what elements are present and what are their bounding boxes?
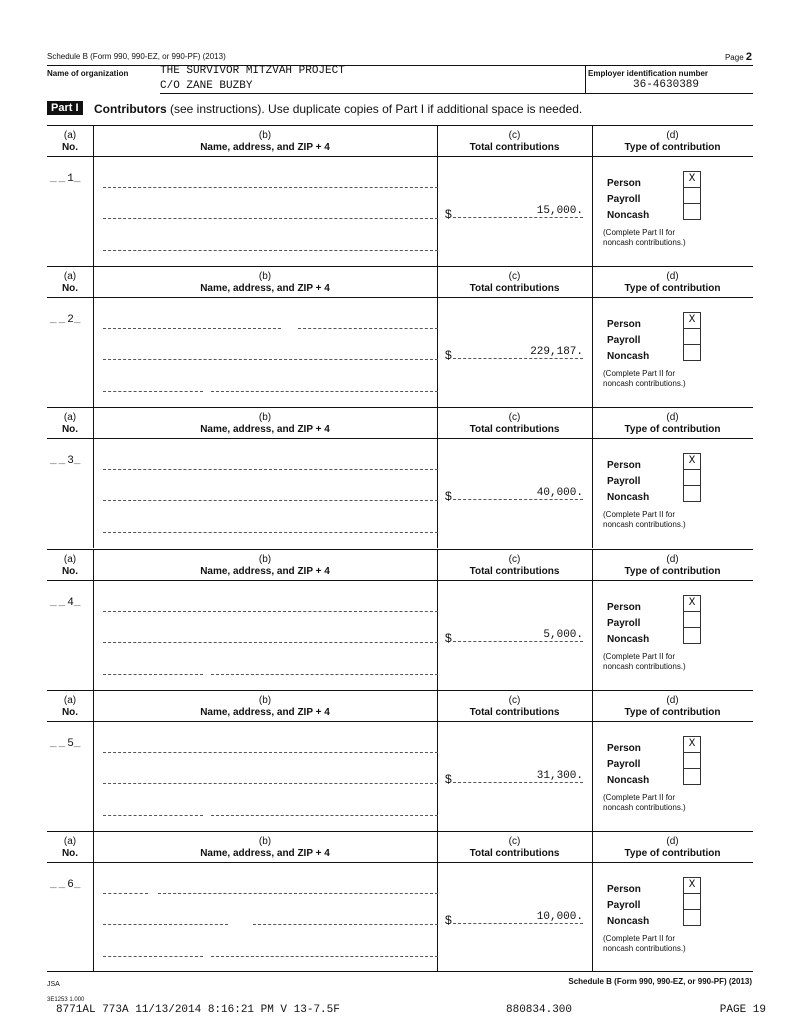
name-address-line [298,328,438,329]
person-checkbox[interactable]: X [683,312,701,329]
type-noncash-label: Noncash [607,210,650,221]
note-line2: noncash contributions.) [603,662,686,671]
name-address-line [103,642,438,643]
note-line1: (Complete Part II for [603,934,676,943]
col-d-title: Type of contribution [624,848,721,859]
dollar-sign: $ [445,913,452,927]
block-top-rule [47,407,753,408]
col-c-header [437,554,592,578]
header-bottom-rule [47,438,753,439]
col-a-header [47,130,93,154]
contributor-number: __3_ [50,455,81,467]
col-d-letter: (d) [666,271,679,282]
payroll-checkbox[interactable] [683,328,701,345]
contributor-block [47,690,753,831]
note-line1: (Complete Part II for [603,793,676,802]
col-c-letter: (c) [508,554,521,565]
col-d-letter: (d) [666,695,679,706]
type-person-label: Person [607,460,641,471]
dollar-sign: $ [445,772,452,786]
payroll-checkbox[interactable] [683,611,701,628]
block-top-rule [47,690,753,691]
col-c-letter: (c) [508,271,521,282]
name-address-line [283,611,438,612]
noncash-note [603,228,686,248]
name-address-line [253,924,438,925]
col-b-title: Name, address, and ZIP + 4 [200,424,330,435]
noncash-checkbox[interactable] [683,909,701,926]
type-payroll-label: Payroll [607,618,641,629]
header-bottom-rule [47,297,753,298]
type-noncash-label: Noncash [607,492,650,503]
col-b-letter: (b) [258,412,272,423]
col-b-letter: (b) [258,836,272,847]
header-bottom-rule [47,862,753,863]
col-c-title: Total contributions [469,566,560,577]
col-divider-extension [93,831,94,971]
note-line2: noncash contributions.) [603,379,686,388]
contributor-block [47,407,753,548]
type-noncash-label: Noncash [607,916,650,927]
type-person-label: Person [607,884,641,895]
col-c-header [437,695,592,719]
col-a-title: No. [61,283,79,294]
type-person-label: Person [607,178,641,189]
col-a-header [47,412,93,436]
org-name-line1: THE SURVIVOR MITZVAH PROJECT [160,65,345,77]
footer-rule [47,971,753,972]
type-noncash-label: Noncash [607,351,650,362]
footer-jsa: JSA [47,981,60,988]
name-address-line [103,500,438,501]
col-d-letter: (d) [666,412,679,423]
contribution-amount: 5,000. [453,629,583,642]
footer-schedule: Schedule B (Form 990, 990-EZ, or 990-PF) (2013) [568,977,752,986]
col-d-header [592,271,753,295]
person-checkbox[interactable]: X [683,595,701,612]
type-payroll-label: Payroll [607,476,641,487]
part-title: Contributors [94,102,167,116]
name-address-line [103,532,438,533]
contribution-amount: 31,300. [453,770,583,783]
col-d-letter: (d) [666,130,679,141]
noncash-checkbox[interactable] [683,203,701,220]
note-line1: (Complete Part II for [603,510,676,519]
payroll-checkbox[interactable] [683,752,701,769]
ein-label: Employer identification number [588,69,709,78]
note-line2: noncash contributions.) [603,238,686,247]
col-b-header [93,130,437,154]
col-c-header [437,130,592,154]
col-c-header [437,271,592,295]
col-d-title: Type of contribution [624,707,721,718]
col-a-letter: (a) [63,695,77,706]
col-d-header [592,695,753,719]
col-b-letter: (b) [258,271,272,282]
org-underline [160,93,753,94]
note-line2: noncash contributions.) [603,944,686,953]
col-a-letter: (a) [63,130,77,141]
name-address-line [211,674,438,675]
type-payroll-label: Payroll [607,194,641,205]
col-d-header [592,412,753,436]
part-instructions: (see instructions). Use duplicate copies of Part I if additional space is needed. [166,102,583,116]
part-description [94,102,582,116]
note-line2: noncash contributions.) [603,803,686,812]
name-address-line [103,328,281,329]
noncash-note [603,510,686,530]
col-a-title: No. [61,707,79,718]
name-address-line [211,956,438,957]
note-line1: (Complete Part II for [603,228,676,237]
name-address-line [103,783,438,784]
col-d-letter: (d) [666,836,679,847]
col-a-header [47,695,93,719]
noncash-checkbox[interactable] [683,485,701,502]
name-address-line [103,359,438,360]
contribution-amount: 229,187. [453,346,583,359]
col-d-header [592,554,753,578]
col-b-title: Name, address, and ZIP + 4 [200,566,330,577]
col-b-title: Name, address, and ZIP + 4 [200,848,330,859]
col-c-title: Total contributions [469,707,560,718]
type-payroll-label: Payroll [607,900,641,911]
name-address-line [211,815,438,816]
header-bottom-rule [47,156,753,157]
footer-page: PAGE 19 [719,1004,766,1016]
col-b-title: Name, address, and ZIP + 4 [200,283,330,294]
note-line2: noncash contributions.) [603,520,686,529]
col-a-header [47,836,93,860]
name-address-line [103,956,203,957]
col-d-letter: (d) [666,554,679,565]
note-line1: (Complete Part II for [603,369,676,378]
contributor-block [47,125,753,266]
header-bottom-rule [47,580,753,581]
name-address-line [103,218,438,219]
dollar-sign: $ [445,631,452,645]
col-a-title: No. [61,848,79,859]
type-payroll-label: Payroll [607,759,641,770]
type-person-label: Person [607,319,641,330]
name-address-line [103,391,203,392]
col-c-header [437,412,592,436]
footer-code: 3E1253 1.000 [47,997,85,1003]
col-c-title: Total contributions [469,848,560,859]
name-address-line [103,674,203,675]
page-number: 2 [745,51,752,63]
noncash-checkbox[interactable] [683,344,701,361]
col-b-header [93,554,437,578]
col-c-letter: (c) [508,412,521,423]
person-checkbox[interactable]: X [683,171,701,188]
col-b-header [93,836,437,860]
contributor-number: __6_ [50,879,81,891]
header-bottom-rule [47,721,753,722]
noncash-note [603,369,686,389]
col-b-header [93,271,437,295]
page-word: Page [724,53,744,62]
col-b-letter: (b) [258,130,272,141]
payroll-checkbox[interactable] [683,893,701,910]
col-a-letter: (a) [63,554,77,565]
type-person-label: Person [607,743,641,754]
name-address-line [103,893,148,894]
name-address-line [158,893,438,894]
col-a-header [47,271,93,295]
col-c-letter: (c) [508,695,521,706]
block-top-rule [47,549,753,550]
page-indicator [725,51,752,63]
dollar-sign: $ [445,348,452,362]
col-a-letter: (a) [63,271,77,282]
contribution-amount: 15,000. [453,205,583,218]
type-person-label: Person [607,602,641,613]
ein-value: 36-4630389 [633,79,700,91]
contributor-block [47,549,753,690]
col-d-title: Type of contribution [624,142,721,153]
col-b-title: Name, address, and ZIP + 4 [200,707,330,718]
contributor-block [47,831,753,972]
dollar-sign: $ [445,207,452,221]
col-a-title: No. [61,424,79,435]
name-address-line [103,187,438,188]
person-checkbox[interactable]: X [683,736,701,753]
col-d-title: Type of contribution [624,283,721,294]
col-c-title: Total contributions [469,283,560,294]
payroll-checkbox[interactable] [683,469,701,486]
col-b-letter: (b) [258,554,272,565]
block-top-rule [47,266,753,267]
payroll-checkbox[interactable] [683,187,701,204]
footer-number: 880834.300 [506,1004,573,1016]
col-b-title: Name, address, and ZIP + 4 [200,142,330,153]
col-c-title: Total contributions [469,424,560,435]
header-rule [47,65,753,66]
name-address-line [103,752,438,753]
col-a-letter: (a) [63,836,77,847]
noncash-checkbox[interactable] [683,627,701,644]
col-d-title: Type of contribution [624,424,721,435]
contributor-number: __1_ [50,173,81,185]
col-b-header [93,412,437,436]
dollar-sign: $ [445,489,452,503]
block-top-rule [47,125,753,126]
type-noncash-label: Noncash [607,634,650,645]
col-a-title: No. [61,566,79,577]
part-label: Part I [47,101,83,115]
type-payroll-label: Payroll [607,335,641,346]
name-address-line [103,815,203,816]
noncash-note [603,934,686,954]
col-b-header [93,695,437,719]
org-name-label: Name of organization [47,69,129,78]
block-top-rule [47,831,753,832]
col-c-letter: (c) [508,130,521,141]
noncash-note [603,652,686,672]
name-address-line [211,391,438,392]
col-c-header [437,836,592,860]
contribution-amount: 10,000. [453,911,583,924]
contribution-amount: 40,000. [453,487,583,500]
org-name-line2: C/O ZANE BUZBY [160,80,253,92]
contributor-number: __4_ [50,597,81,609]
col-a-title: No. [61,142,79,153]
name-address-line [103,924,228,925]
contributor-number: __5_ [50,738,81,750]
type-noncash-label: Noncash [607,775,650,786]
ein-divider [585,65,586,93]
name-address-line [103,611,281,612]
col-a-header [47,554,93,578]
noncash-checkbox[interactable] [683,768,701,785]
note-line1: (Complete Part II for [603,652,676,661]
footer-stamp: 8771AL 773A 11/13/2014 8:16:21 PM V 13-7.5F [56,1004,340,1016]
col-a-letter: (a) [63,412,77,423]
form-title: Schedule B (Form 990, 990-EZ, or 990-PF) (2013) [47,52,226,61]
person-checkbox[interactable]: X [683,877,701,894]
name-address-line [103,250,438,251]
col-d-header [592,836,753,860]
name-address-line [103,469,438,470]
col-c-letter: (c) [508,836,521,847]
col-b-letter: (b) [258,695,272,706]
person-checkbox[interactable]: X [683,453,701,470]
contributor-block [47,266,753,407]
col-d-title: Type of contribution [624,566,721,577]
noncash-note [603,793,686,813]
col-c-title: Total contributions [469,142,560,153]
contributor-number: __2_ [50,314,81,326]
col-d-header [592,130,753,154]
